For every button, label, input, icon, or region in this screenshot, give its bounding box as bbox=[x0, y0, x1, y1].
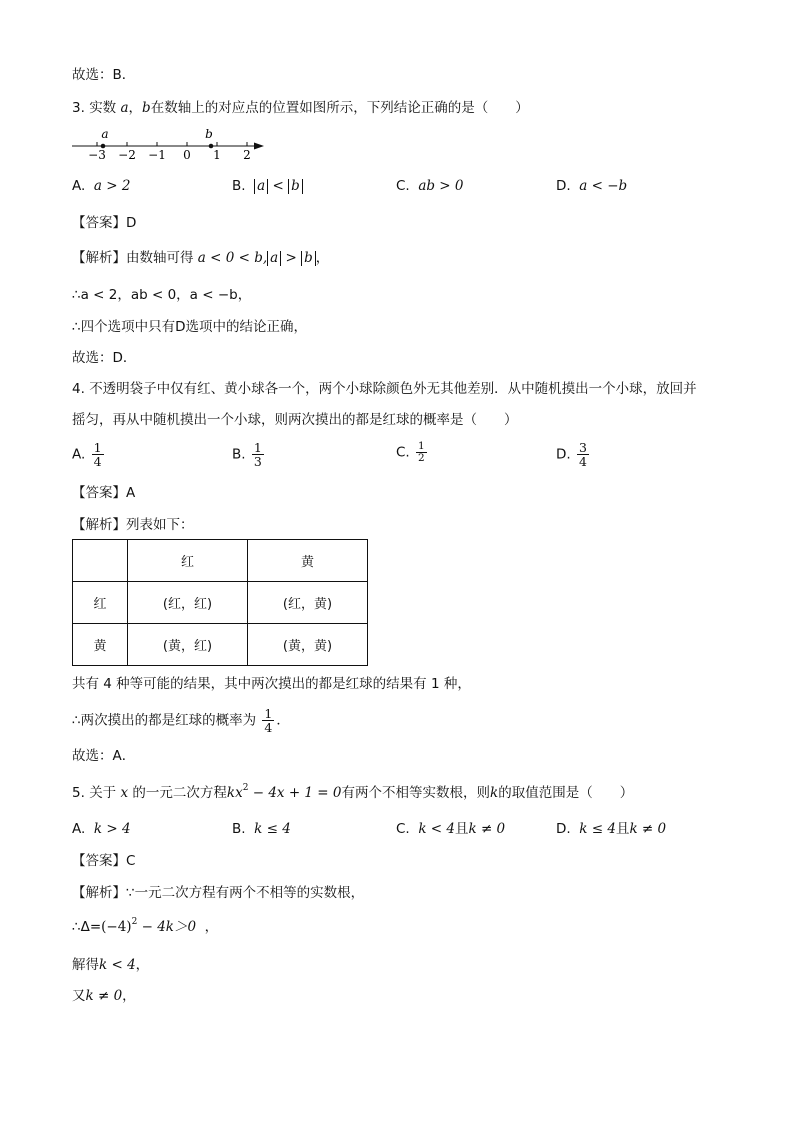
table-row bbox=[73, 624, 368, 666]
point-a bbox=[101, 144, 106, 149]
q3-option-b: B. a < b bbox=[232, 177, 303, 195]
q4-answer: 【答案】A bbox=[72, 485, 136, 501]
q5-answer: 【答案】C bbox=[72, 853, 136, 869]
q3-option-c: C. ab > 0 bbox=[396, 178, 464, 194]
table-header-cell: 黄 bbox=[248, 540, 368, 582]
table-header-row bbox=[73, 540, 368, 582]
table-header-cell: 红 bbox=[128, 540, 248, 582]
q5-option-a: A. k > 4 bbox=[72, 821, 131, 837]
outcome-table bbox=[72, 539, 368, 666]
table-cell: (黄，红) bbox=[128, 624, 248, 666]
arrow-head bbox=[254, 143, 264, 150]
q4-option-b: B. $\frac{1}{3}$ bbox=[232, 440, 262, 469]
q3-option-a: A. a > 2 bbox=[72, 178, 131, 194]
number-line-tick-label: 1 bbox=[213, 148, 221, 162]
q3-answer: 【答案】D bbox=[72, 215, 137, 231]
q3-stem: 3. 实数 a，b在数轴上的对应点的位置如图所示，下列结论正确的是（ ） bbox=[72, 100, 529, 116]
number-line-tick-label: 2 bbox=[243, 148, 251, 162]
q5-solve-line: 解得k < 4， bbox=[72, 957, 150, 973]
q3-analysis-line3: ∴四个选项中只有D选项中的结论正确， bbox=[72, 319, 307, 335]
q5-option-c: C. k < 4且k ≠ 0 bbox=[396, 821, 506, 837]
q4-option-c: C. $\frac{1}{2}$ bbox=[396, 440, 425, 464]
table-corner-cell bbox=[73, 540, 128, 582]
point-b bbox=[209, 144, 214, 149]
prev-conclusion: 故选：B． bbox=[72, 67, 136, 83]
q5-option-b: B. k ≤ 4 bbox=[232, 821, 291, 837]
q5-stem: 5. 关于 x 的一元二次方程$kx^2 - 4x + 1 = 0$有两个不相等实数根，则k的取值范围是（ ） bbox=[72, 783, 634, 801]
q5-also-line: 又k ≠ 0， bbox=[72, 988, 136, 1004]
table-cell: (红，红) bbox=[128, 582, 248, 624]
q3-analysis-line2: ∴a < 2，ab < 0，a < −b， bbox=[72, 287, 252, 303]
q4-stem-line2: 摇匀，再从中随机摸出一个小球，则两次摸出的都是红球的概率是（ ） bbox=[72, 412, 518, 428]
q3-analysis: 【解析】由数轴可得 a < 0 < b, a > b ， bbox=[72, 250, 330, 266]
q4-stem-line1: 4. 不透明袋子中仅有红、黄小球各一个，两个小球除颜色外无其他差别．从中随机摸出一个小球，放回并 bbox=[72, 381, 697, 397]
table-row bbox=[73, 582, 368, 624]
table-row-header: 红 bbox=[73, 582, 128, 624]
table-row-header: 黄 bbox=[73, 624, 128, 666]
point-b-label: b bbox=[205, 127, 213, 141]
q4-analysis: 【解析】列表如下： bbox=[72, 517, 194, 533]
q4-option-a: A. $\frac{1}{4}$ bbox=[72, 440, 102, 469]
q5-analysis: 【解析】∵一元二次方程有两个不相等的实数根， bbox=[72, 885, 365, 901]
q3-conclusion: 故选：D． bbox=[72, 350, 137, 366]
q4-conclusion: 故选：A． bbox=[72, 748, 136, 764]
number-line bbox=[70, 124, 270, 162]
number-line-tick-label: 0 bbox=[183, 148, 191, 162]
q4-option-d: D. $\frac{3}{4}$ bbox=[556, 440, 587, 469]
q3-option-d: D. a < −b bbox=[556, 178, 628, 194]
q5-option-d: D. k ≤ 4且k ≠ 0 bbox=[556, 821, 667, 837]
number-line-tick-label: −2 bbox=[118, 148, 136, 162]
number-line-tick-label: −1 bbox=[148, 148, 166, 162]
number-line-tick-label: −3 bbox=[88, 148, 106, 162]
q4-result-line: 共有 4 种等可能的结果，其中两次摸出的都是红球的结果有 1 种， bbox=[72, 676, 471, 692]
table-cell: (红，黄) bbox=[248, 582, 368, 624]
q4-probability-line: ∴两次摸出的都是红球的概率为 $\frac{1}{4}$ ． bbox=[72, 706, 290, 735]
point-a-label: a bbox=[101, 127, 109, 141]
table-cell: (黄，黄) bbox=[248, 624, 368, 666]
q5-delta-line: $\therefore\Delta=(-4)^2 - 4k>0$ ， bbox=[72, 917, 219, 935]
